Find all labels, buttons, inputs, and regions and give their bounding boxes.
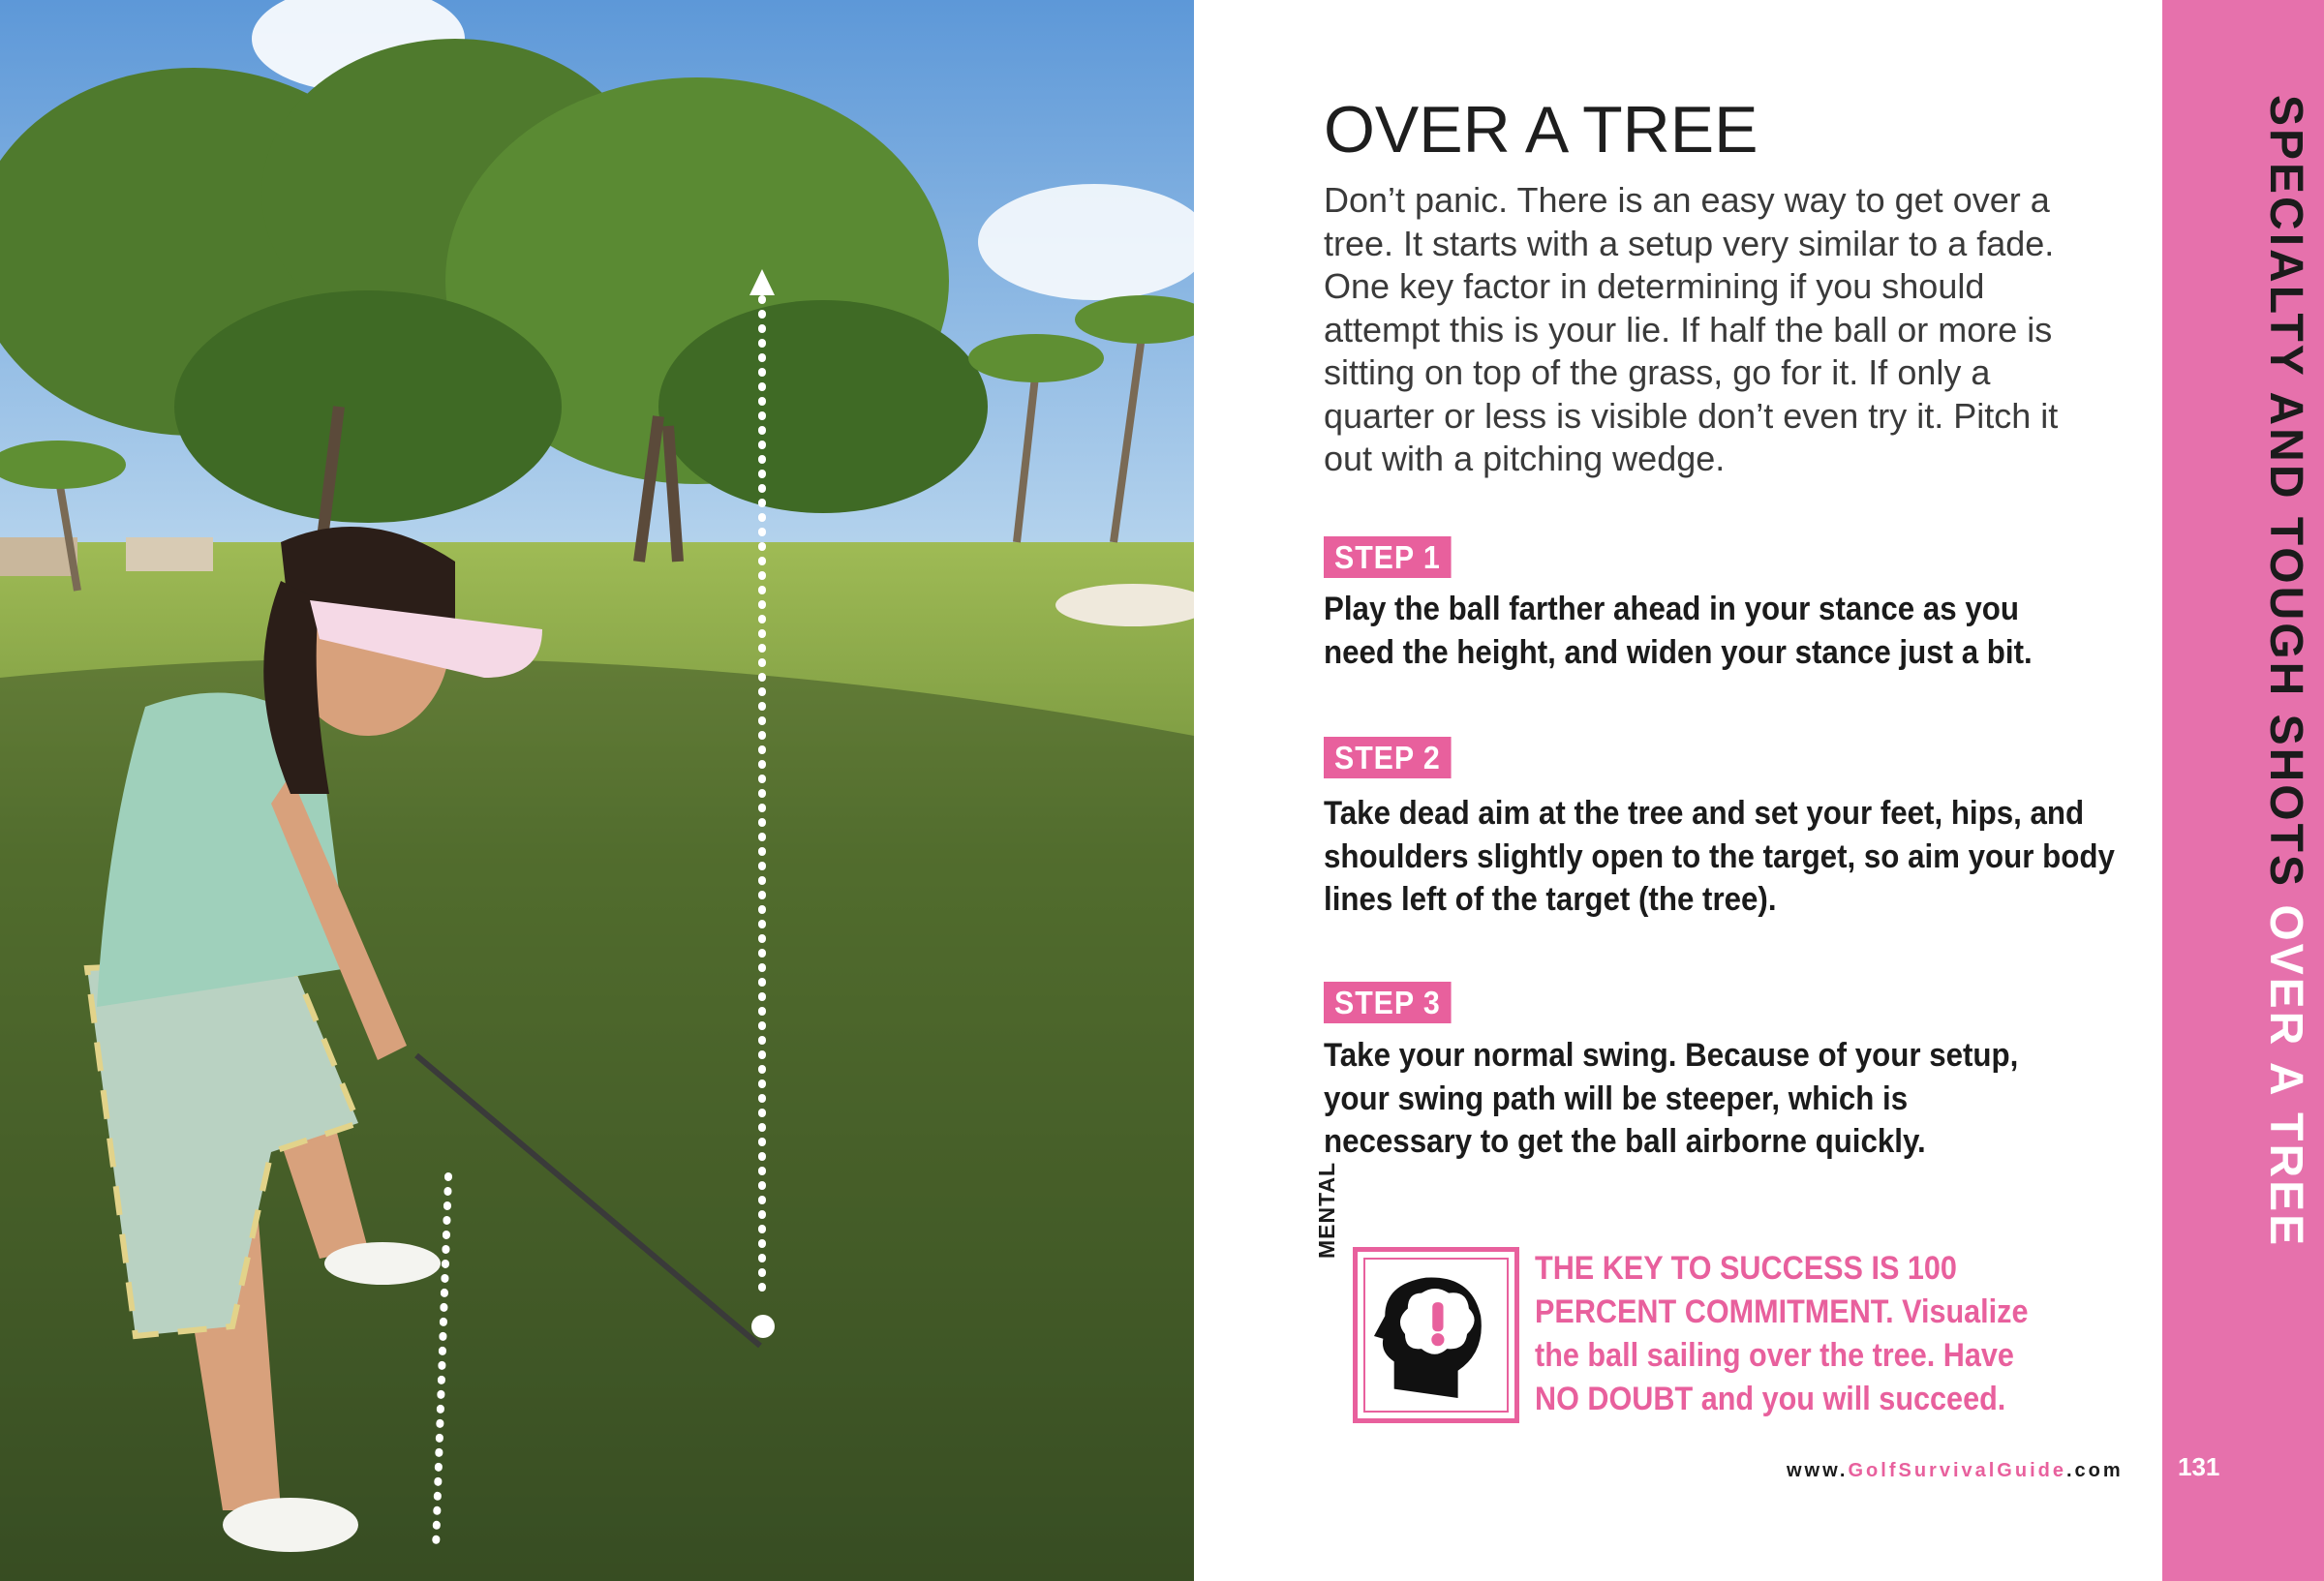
step-3-text: Take your normal swing. Because of your setup, your swing path will be steeper, which is necessary to get the ball airborne quickly. [1324, 1037, 2019, 1160]
tip-text: THE KEY TO SUCCESS IS 100 PERCENT COMMITMENT. Visualize the ball sailing over the tree. Have NO DOUBT and you will succeed. [1535, 1250, 2029, 1417]
step-1-badge: STEP 1 [1324, 536, 1452, 578]
article-title: OVER A TREE [1324, 93, 1758, 167]
step-3-badge: STEP 3 [1324, 982, 1452, 1023]
website-brand: GolfSurvivalGuide [1848, 1460, 2066, 1481]
article-page [1194, 0, 2162, 1581]
section-topic: OVER A TREE [2260, 904, 2311, 1249]
step-1-text: Play the ball farther ahead in your stance as you need the height, and widen your stance just a bit. [1324, 591, 2033, 671]
step-2-badge: STEP 2 [1324, 737, 1452, 778]
website-prefix: www. [1787, 1460, 1849, 1481]
page-number: 131 [2178, 1452, 2220, 1481]
website-suffix: .com [2065, 1460, 2124, 1481]
step-2-text: Take dead aim at the tree and set your feet, hips, and shoulders slightly open to the target, so aim your body lines left of the target (the tree). [1324, 795, 2115, 918]
article-intro: Don’t panic. There is an easy way to get over a tree. It starts with a setup very similar to a fade. One key factor in determining if you should attempt this is your lie. If half the ball or more is sitting on top of the grass, go for it. If only a quarter or less is visible don’t even try it. Pitch it out with a pitching wedge. [1324, 180, 2059, 478]
head-exclamation-icon [1353, 1247, 1519, 1423]
tip-category-label: MENTAL [1314, 1161, 1339, 1259]
section-vertical-title [2256, 95, 2314, 1249]
section-label: SPECIALTY AND TOUGH SHOTS [2260, 95, 2311, 889]
website-link[interactable] [1787, 1460, 2124, 1482]
